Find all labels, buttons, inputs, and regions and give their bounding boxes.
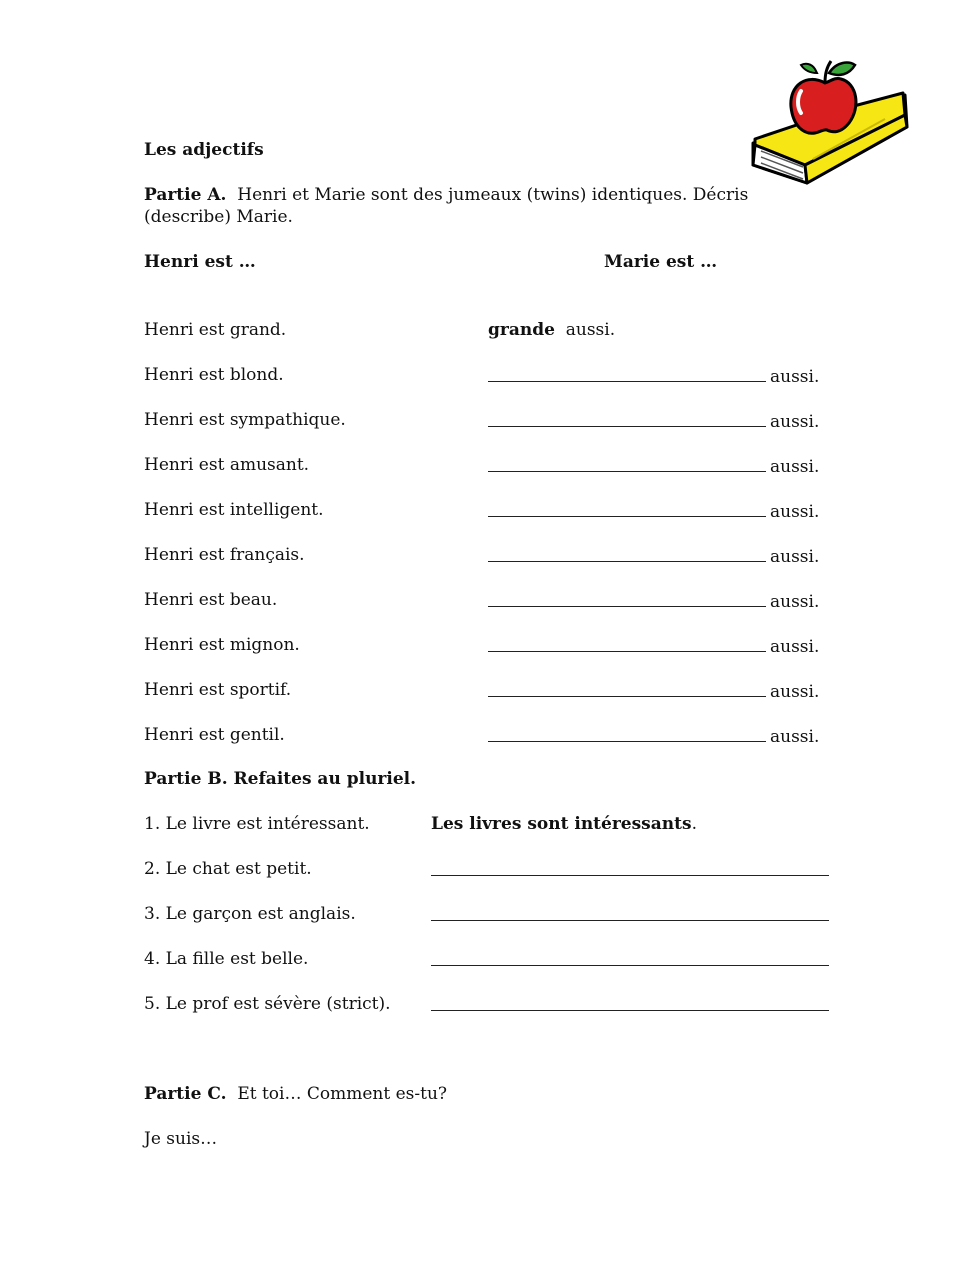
part-a-item-answer-group [488, 365, 819, 387]
part-b-item-answer-group [431, 904, 829, 926]
part-a-item-answer-group [488, 635, 819, 657]
answer-blank[interactable] [431, 994, 829, 1011]
part-c-answer-start: Je suis… [144, 1129, 218, 1149]
part-a-item-row [144, 725, 844, 747]
part-b-item-row [144, 904, 844, 926]
answer-blank[interactable] [431, 904, 829, 921]
part-a-example-answer-group [488, 320, 615, 340]
aussi-label: aussi. [770, 367, 820, 387]
part-b-item-sentence: 3. Le garçon est anglais. [144, 904, 356, 924]
aussi-label: aussi. [770, 592, 820, 612]
part-b-example-sentence: 1. Le livre est intéressant. [144, 814, 370, 834]
apple-icon [791, 61, 856, 133]
part-a-example-row [144, 320, 844, 342]
part-a-item-sentence: Henri est intelligent. [144, 500, 324, 520]
part-a-item-sentence: Henri est sympathique. [144, 410, 346, 430]
part-a-item-sentence: Henri est amusant. [144, 455, 310, 475]
part-a-item-row [144, 365, 844, 387]
aussi-label: aussi. [770, 412, 820, 432]
part-b-item-answer-group [431, 859, 829, 881]
aussi-label: aussi. [770, 502, 820, 522]
part-a-item-answer-group [488, 455, 819, 477]
part-a-item-row [144, 410, 844, 432]
part-c-label: Partie C. [144, 1084, 227, 1104]
aussi-label: aussi. [770, 727, 820, 747]
header-marie: Marie est … [604, 252, 718, 272]
part-a-instructions [144, 185, 748, 205]
answer-blank[interactable] [488, 725, 766, 742]
page-title: Les adjectifs [144, 140, 264, 160]
aussi-label: aussi. [565, 320, 616, 340]
part-a-item-sentence: Henri est gentil. [144, 725, 285, 745]
answer-blank[interactable] [488, 635, 766, 652]
part-a-item-row [144, 635, 844, 657]
answer-blank[interactable] [488, 410, 766, 427]
part-b-item-row [144, 859, 844, 881]
aussi-label: aussi. [770, 457, 820, 477]
part-b-example-answer-group [431, 814, 697, 834]
part-a-item-row [144, 500, 844, 522]
part-a-instructions-line2: (describe) Marie. [144, 207, 293, 227]
aussi-label: aussi. [770, 637, 820, 657]
part-a-example-answer: grande [488, 320, 555, 340]
part-a-item-answer-group [488, 500, 819, 522]
part-a-instructions-line1: Henri et Marie sont des jumeaux (twins) identiques. Décris [237, 185, 749, 205]
part-b-item-sentence: 5. Le prof est sévère (strict). [144, 994, 391, 1014]
part-b-item-sentence: 2. Le chat est petit. [144, 859, 312, 879]
apple-on-book-icon [745, 55, 910, 190]
part-a-item-row [144, 545, 844, 567]
part-b-example-answer: Les livres sont intéressants [431, 814, 692, 834]
answer-blank[interactable] [431, 949, 829, 966]
part-a-item-sentence: Henri est sportif. [144, 680, 292, 700]
part-a-item-row [144, 590, 844, 612]
answer-blank[interactable] [488, 365, 766, 382]
part-a-item-sentence: Henri est beau. [144, 590, 278, 610]
answer-blank[interactable] [488, 590, 766, 607]
part-a-item-answer-group [488, 545, 819, 567]
aussi-label: aussi. [770, 547, 820, 567]
part-a-item-row [144, 455, 844, 477]
part-c-question: Et toi… Comment es-tu? [237, 1084, 448, 1104]
part-b-item-answer-group [431, 994, 829, 1016]
part-b-example-period: . [691, 814, 697, 834]
part-a-item-sentence: Henri est blond. [144, 365, 284, 385]
answer-blank[interactable] [488, 500, 766, 517]
part-a-item-sentence: Henri est français. [144, 545, 305, 565]
part-a-item-answer-group [488, 725, 819, 747]
part-b-item-row [144, 994, 844, 1016]
part-a-item-answer-group [488, 590, 819, 612]
part-c-question-line [144, 1084, 447, 1104]
answer-blank[interactable] [488, 455, 766, 472]
answer-blank[interactable] [431, 859, 829, 876]
part-b-item-sentence: 4. La fille est belle. [144, 949, 309, 969]
part-b-title: Partie B. Refaites au pluriel. [144, 769, 417, 789]
part-a-item-row [144, 680, 844, 702]
part-a-item-answer-group [488, 680, 819, 702]
part-a-example-sentence: Henri est grand. [144, 320, 287, 340]
part-a-item-answer-group [488, 410, 819, 432]
part-a-label: Partie A. [144, 185, 227, 205]
answer-blank[interactable] [488, 545, 766, 562]
part-a-item-sentence: Henri est mignon. [144, 635, 300, 655]
header-henri: Henri est … [144, 252, 256, 272]
part-b-example-row [144, 814, 844, 836]
answer-blank[interactable] [488, 680, 766, 697]
part-b-item-answer-group [431, 949, 829, 971]
part-b-item-row [144, 949, 844, 971]
aussi-label: aussi. [770, 682, 820, 702]
